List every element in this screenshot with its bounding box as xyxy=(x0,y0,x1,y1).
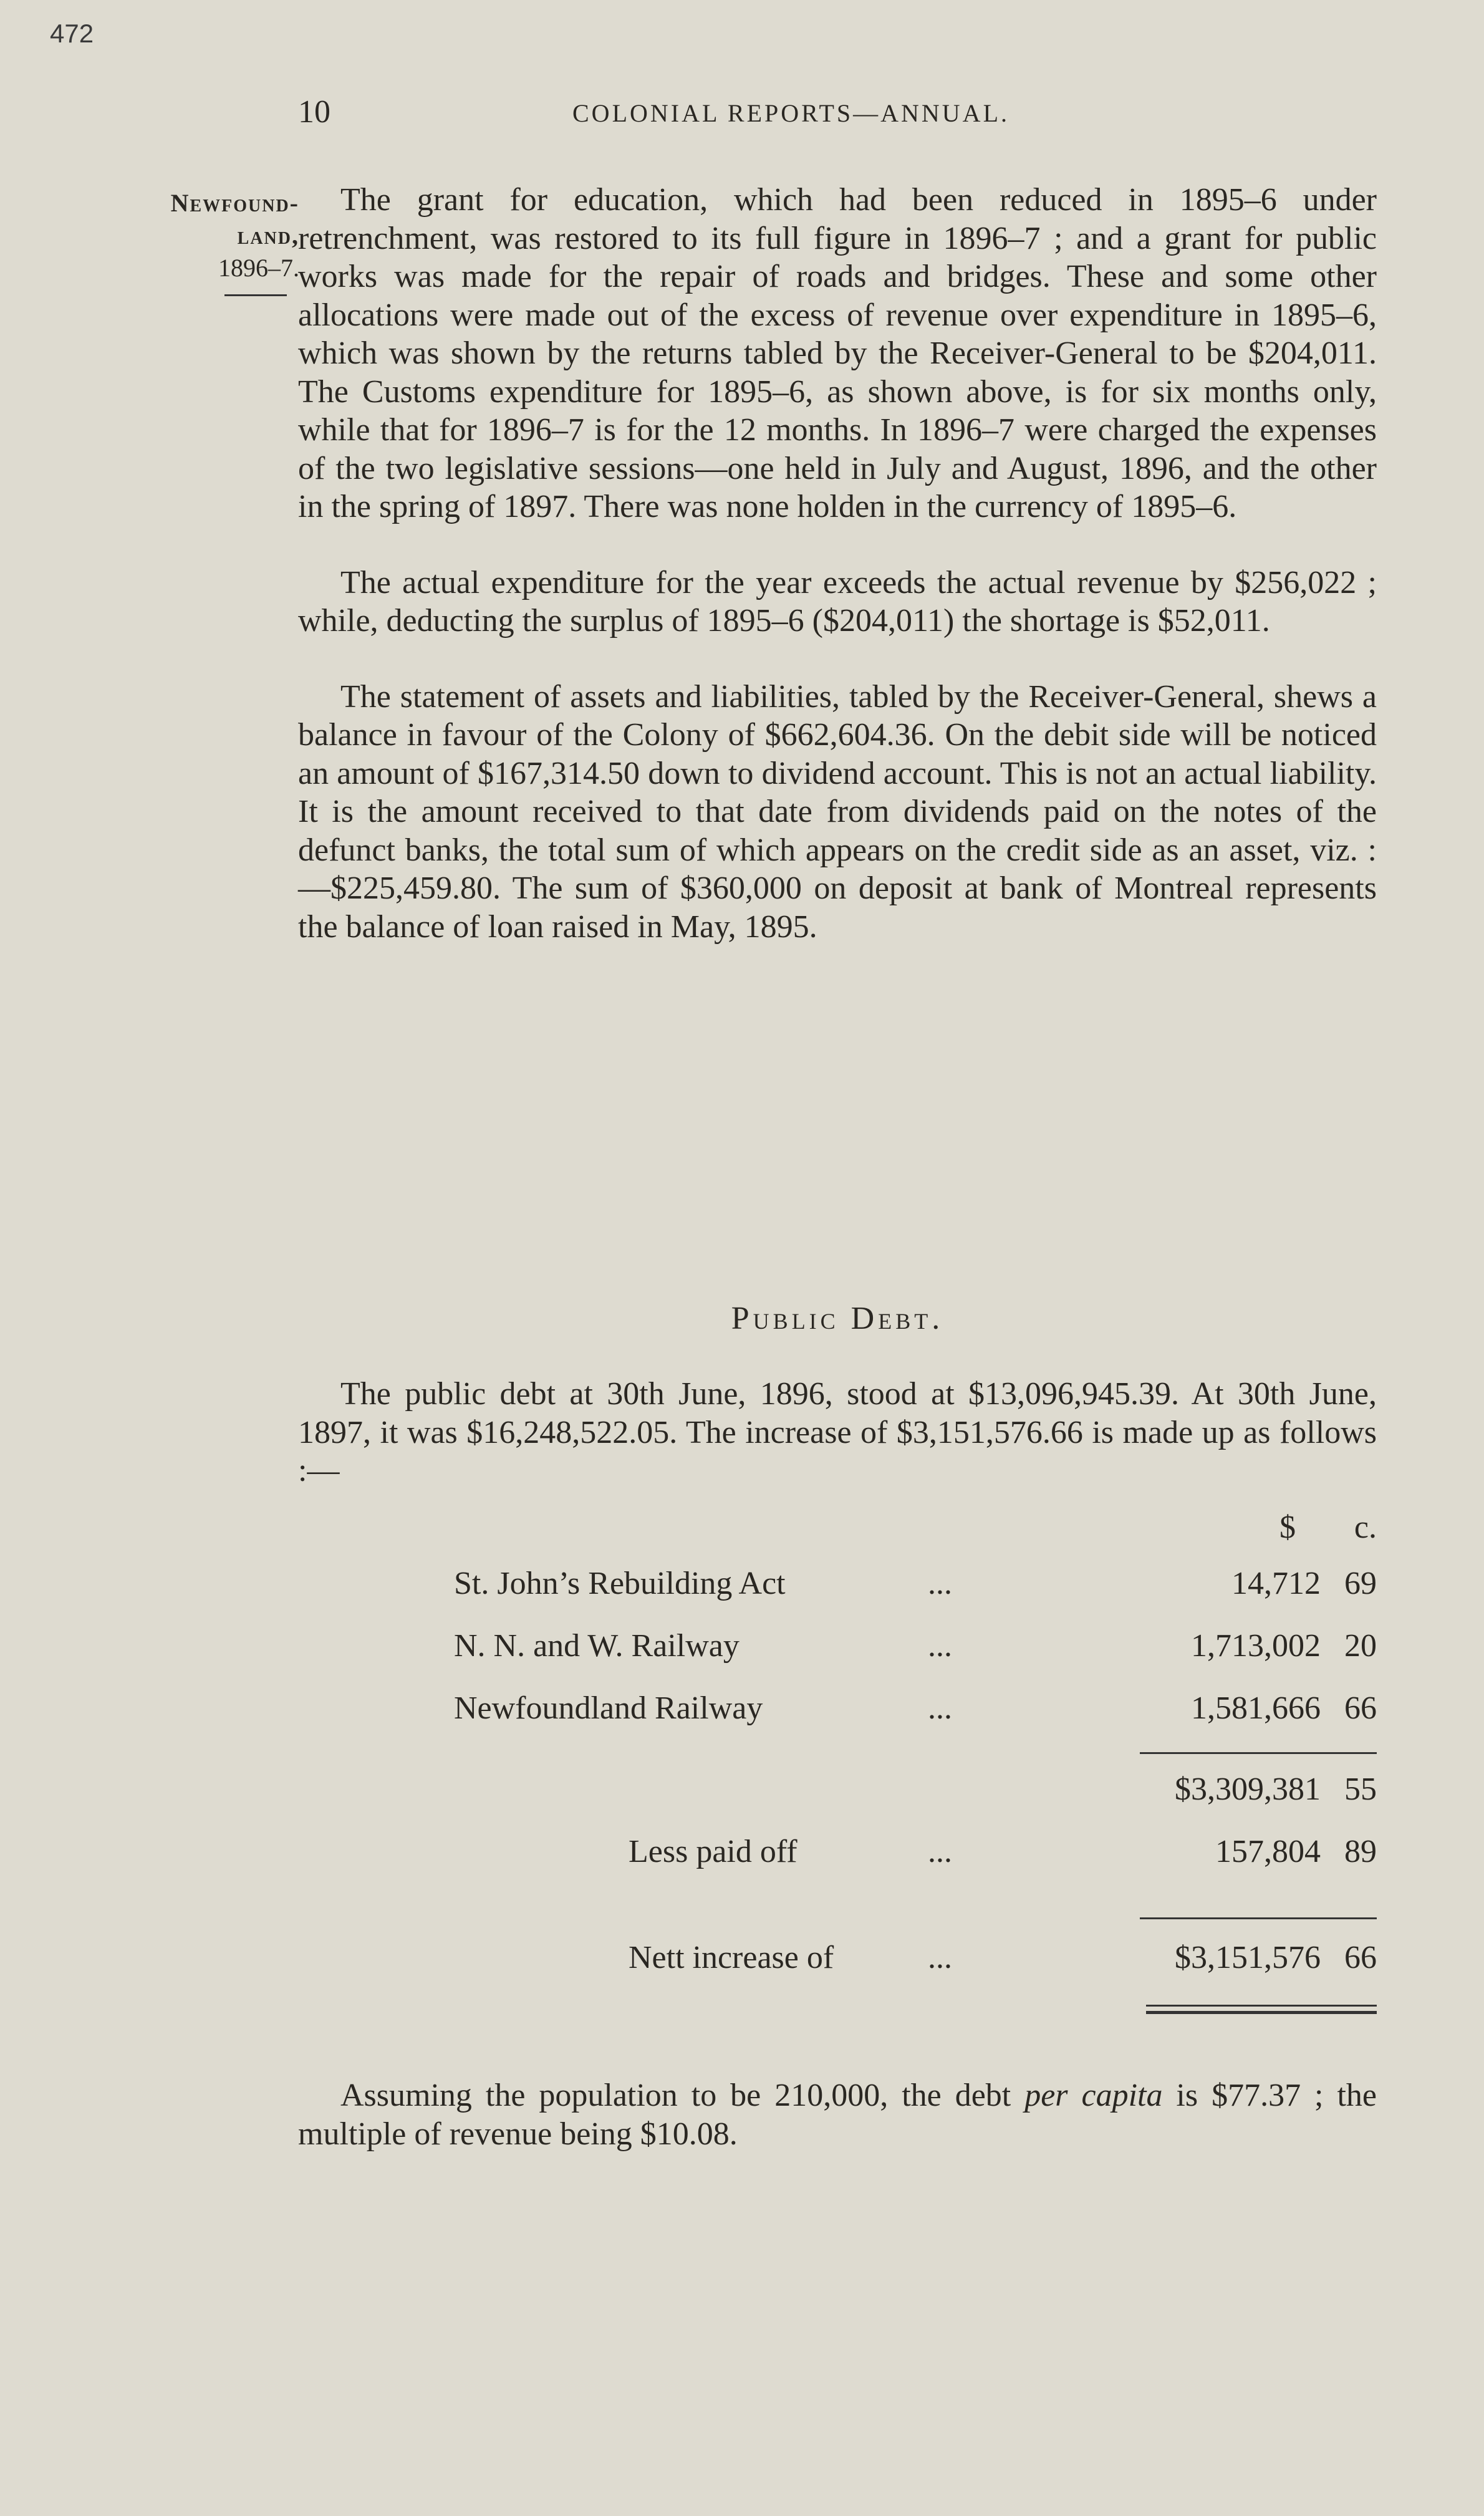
closing-text-start: Assuming the population to be 210,000, the debt xyxy=(340,2078,1025,2113)
body-text xyxy=(298,181,1377,946)
margin-note xyxy=(112,187,299,296)
subtotal-rule xyxy=(1140,1752,1377,1754)
paragraph-expenditure: The actual expenditure for the year exceeds the actual revenue by $256,022 ; while, deducting the surplus of 1895–6 ($204,011) the shortage is $52,011. xyxy=(298,564,1377,639)
ledger-row-label: Newfoundland Railway xyxy=(454,1690,763,1726)
ledger-row-cents: 20 xyxy=(1344,1628,1377,1664)
running-head xyxy=(298,94,1377,143)
ledger-row xyxy=(298,1565,1377,1609)
ledger-header-dollars: $ xyxy=(1279,1510,1296,1545)
ledger-row-dots: ... xyxy=(928,1690,952,1726)
net-cents: 66 xyxy=(1344,1940,1377,1975)
closing-paragraph-block xyxy=(298,2076,1377,2153)
margin-note-line3: 1896–7. xyxy=(218,254,299,282)
net-double-rule-bottom xyxy=(1146,2011,1377,2014)
subtotal-dollars: $3,309,381 xyxy=(1175,1771,1321,1807)
net-label: Nett increase of xyxy=(629,1940,834,1975)
less-dollars: 157,804 xyxy=(1215,1834,1321,1869)
debt-ledger xyxy=(298,1509,1377,2070)
ledger-header xyxy=(298,1509,1377,1553)
closing-text-end: is $77.37 ; the multiple of revenue being $10.08. xyxy=(298,2078,1377,2152)
ledger-net xyxy=(298,1939,1377,1983)
margin-note-line2: land, xyxy=(237,221,299,249)
ledger-row-dots: ... xyxy=(928,1566,952,1601)
net-dots: ... xyxy=(928,1940,952,1975)
ledger-row-dots: ... xyxy=(928,1628,952,1664)
subtotal-cents: 55 xyxy=(1344,1771,1377,1807)
debt-paragraph-block xyxy=(298,1375,1377,1490)
ledger-row xyxy=(298,1627,1377,1671)
folio: 10 xyxy=(298,94,330,130)
ledger-subtotal xyxy=(298,1771,1377,1815)
ledger-header-cents: c. xyxy=(1354,1510,1377,1545)
net-dollars: $3,151,576 xyxy=(1175,1940,1321,1975)
ledger-row-dollars: 1,713,002 xyxy=(1191,1628,1321,1664)
margin-note-line1: Newfound- xyxy=(170,189,299,217)
paragraph-education: The grant for education, which had been reduced in 1895–6 under retrenchment, was restored to its full figure in 1896–7 ; and a grant for public works was made for the repair of roads and bridges. These and some other allocations were made out of the excess of revenue over expenditure in 1895–6, which was shown by the returns tabled by the Receiver-General to be $204,011. The Customs expenditure for 1895–6, as shown above, is for six months only, while that for 1896–7 is for the 12 months. In 1896–7 were charged the expenses of the two legislative sessions—one held in July and August, 1896, and the other in the spring of 1897. There was none holden in the currency of 1895–6. xyxy=(298,182,1377,524)
margin-note-rule xyxy=(224,294,287,296)
net-double-rule-top xyxy=(1146,2005,1377,2007)
ledger-row-cents: 66 xyxy=(1344,1690,1377,1726)
ledger-row xyxy=(298,1690,1377,1733)
debt-paragraph: The public debt at 30th June, 1896, stood at $13,096,945.39. At 30th June, 1897, it was $16,248,522.05. The increase of $3,151,576.66 is made up as follows :— xyxy=(298,1376,1377,1488)
ledger-row-dollars: 14,712 xyxy=(1231,1566,1321,1601)
ledger-row-dollars: 1,581,666 xyxy=(1191,1690,1321,1726)
closing-paragraph xyxy=(298,2076,1377,2153)
less-label: Less paid off xyxy=(629,1834,797,1869)
less-dots: ... xyxy=(928,1834,952,1869)
ledger-less xyxy=(298,1833,1377,1877)
ledger-row-label: N. N. and W. Railway xyxy=(454,1628,740,1664)
ledger-row-label: St. John’s Rebuilding Act xyxy=(454,1566,786,1601)
section-heading: Public Debt. xyxy=(731,1301,944,1336)
closing-italic: per capita xyxy=(1024,2078,1163,2113)
running-title: COLONIAL REPORTS—ANNUAL. xyxy=(572,99,1009,127)
page-number: 472 xyxy=(50,19,94,48)
ledger-row-cents: 69 xyxy=(1344,1566,1377,1601)
paragraph-assets: The statement of assets and liabilities, tabled by the Receiver-General, shews a balance in favour of the Colony of $662,604.36. On the debit side will be noticed an amount of $167,314.50 down to dividend account. This is not an actual liability. It is the amount received to that date from dividends paid on the notes of the defunct banks, the total sum of which appears on the credit side as an asset, viz. :—$225,459.80. The sum of $360,000 on deposit at bank of Montreal represents the balance of loan raised in May, 1895. xyxy=(298,678,1377,945)
less-cents: 89 xyxy=(1344,1834,1377,1869)
net-rule xyxy=(1140,1917,1377,1919)
